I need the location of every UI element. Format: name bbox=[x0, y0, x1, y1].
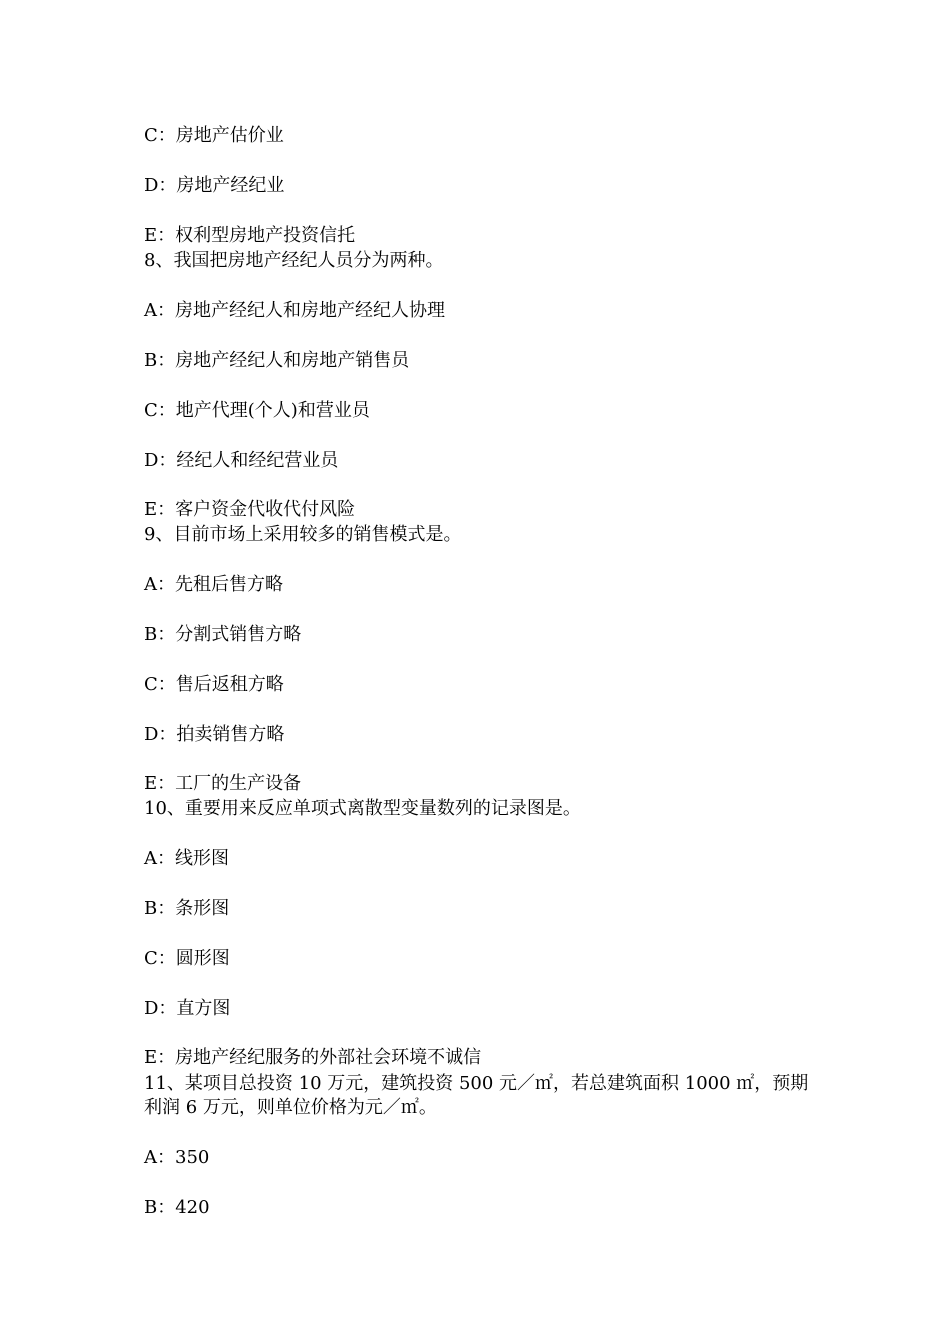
option-b-q9: B：分割式销售方略 bbox=[144, 624, 302, 645]
option-b-q8: B：房地产经纪人和房地产销售员 bbox=[144, 350, 410, 371]
option-a-q8: A：房地产经纪人和房地产经纪人协理 bbox=[144, 300, 445, 321]
question-8: 8、我国把房地产经纪人员分为两种。 bbox=[144, 250, 444, 271]
option-c-q9: C：售后返租方略 bbox=[144, 674, 284, 695]
option-b-q11: B：420 bbox=[144, 1197, 210, 1218]
option-d-q10: D：直方图 bbox=[144, 998, 231, 1019]
option-e-q8: E：客户资金代收代付风险 bbox=[144, 499, 356, 520]
option-e-q10: E：房地产经纪服务的外部社会环境不诚信 bbox=[144, 1047, 482, 1068]
option-a-q11: A：350 bbox=[144, 1147, 210, 1168]
option-d-q9: D：拍卖销售方略 bbox=[144, 724, 285, 745]
option-b-q10: B：条形图 bbox=[144, 898, 230, 919]
option-c-q7: C：房地产估价业 bbox=[144, 125, 284, 146]
option-e-q7: E：权利型房地产投资信托 bbox=[144, 225, 356, 246]
option-d-q7: D：房地产经纪业 bbox=[144, 175, 285, 196]
option-c-q10: C：圆形图 bbox=[144, 948, 230, 969]
option-d-q8: D：经纪人和经纪营业员 bbox=[144, 450, 339, 471]
option-a-q9: A：先租后售方略 bbox=[144, 574, 283, 595]
option-e-q9: E：工厂的生产设备 bbox=[144, 773, 302, 794]
question-10: 10、重要用来反应单项式离散型变量数列的记录图是。 bbox=[144, 798, 581, 819]
option-c-q8: C：地产代理(个人)和营业员 bbox=[144, 400, 370, 421]
question-9: 9、目前市场上采用较多的销售模式是。 bbox=[144, 524, 462, 545]
question-11: 11、某项目总投资 10 万元，建筑投资 500 元／㎡，若总建筑面积 1000 ㎡，预期利润 6 万元，则单位价格为元／㎡。 bbox=[144, 1073, 809, 1118]
option-a-q10: A：线形图 bbox=[144, 848, 229, 869]
